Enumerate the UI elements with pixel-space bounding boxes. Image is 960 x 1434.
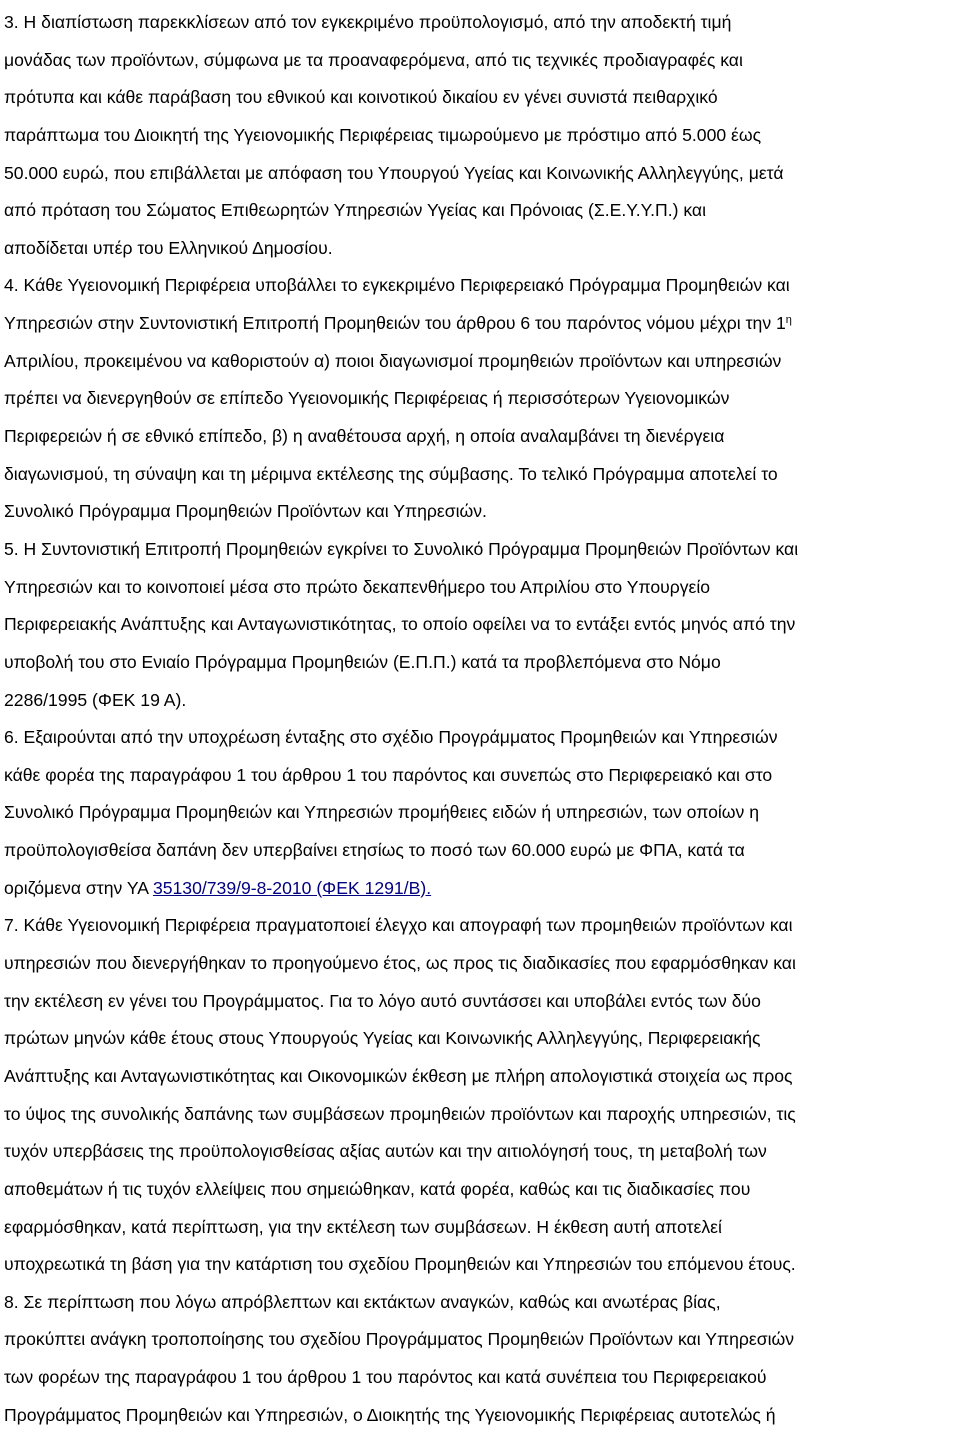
text-line: [4, 1209, 958, 1247]
text-line: [4, 569, 958, 607]
line-text: εφαρμόσθηκαν, κατά περίπτωση, για την εκτέλεση των συμβάσεων. Η έκθεση αυτή αποτελεί: [4, 1216, 722, 1237]
text-line: [4, 1246, 958, 1284]
text-line: [4, 418, 958, 456]
text-line: [4, 155, 958, 193]
line-text: υπηρεσιών που διενεργήθηκαν το προηγούμενο έτος, ως προς τις διαδικασίες που εφαρμόσθηκαν και: [4, 953, 796, 974]
text-line: [4, 1284, 958, 1322]
text-line: [4, 832, 958, 870]
text-line: [4, 682, 958, 720]
line-text: κάθε φορέα της παραγράφου 1 του άρθρου 1 του παρόντος και συνεπώς στο Περιφερειακό και στο: [4, 764, 773, 785]
line-text: πρώτων μηνών κάθε έτους στους Υπουργούς Υγείας και Κοινωνικής Αλληλεγγύης, Περιφερειακής: [4, 1028, 761, 1049]
text-line: [4, 870, 958, 908]
line-text: Περιφερειακής Ανάπτυξης και Ανταγωνιστικότητας, το οποίο οφείλει να το εντάξει εντός μηνός από την: [4, 614, 796, 635]
line-text: Ανάπτυξης και Ανταγωνιστικότητας και Οικονομικών έκθεση με πλήρη απολογιστικά στοιχεία ως προς: [4, 1065, 793, 1086]
line-text: Συνολικό Πρόγραμμα Προμηθειών Προϊόντων και Υπηρεσιών.: [4, 501, 487, 522]
line-text: παράπτωμα του Διοικητή της Υγειονομικής Περιφέρειας τιμωρούμενο με πρόστιμο από 5.000 έως: [4, 124, 762, 145]
line-text: Υπηρεσιών και το κοινοποιεί μέσα στο πρώτο δεκαπενθήμερο του Απριλίου στο Υπουργείο: [4, 576, 711, 597]
line-text: διαγωνισμού, τη σύναψη και τη μέριμνα εκτέλεσης της σύμβασης. Το τελικό Πρόγραμμα αποτελεί το: [4, 463, 778, 484]
text-line: [4, 1397, 958, 1434]
line-text: αποδίδεται υπέρ του Ελληνικού Δημοσίου.: [4, 237, 333, 258]
text-line: [4, 757, 958, 795]
line-text: 50.000 ευρώ, που επιβάλλεται με απόφαση του Υπουργού Υγείας και Κοινωνικής Αλληλεγγύης, μετά: [4, 162, 784, 183]
line-text: προκύπτει ανάγκη τροποποίησης του σχεδίου Προγράμματος Προμηθειών Προϊόντων και Υπηρεσιών: [4, 1329, 795, 1350]
text-line: [4, 42, 958, 80]
line-text: Υπηρεσιών στην Συντονιστική Επιτροπή Προμηθειών του άρθρου 6 του παρόντος νόμου μέχρι την 1: [4, 313, 786, 334]
line-text: Περιφερειών ή σε εθνικό επίπεδο, β) η αναθέτουσα αρχή, η οποία αναλαμβάνει τη διενέργεια: [4, 426, 725, 447]
text-line: [4, 1133, 958, 1171]
reference-link[interactable]: 35130/739/9-8-2010 (ΦΕΚ 1291/Β).: [152, 877, 432, 898]
document-body: [4, 0, 958, 1434]
text-line: [4, 4, 958, 42]
text-line: [4, 79, 958, 117]
text-line: [4, 794, 958, 832]
text-line: [4, 1171, 958, 1209]
text-line: [4, 907, 958, 945]
line-text: προϋπολογισθείσα δαπάνη δεν υπερβαίνει ετησίως το ποσό των 60.000 ευρώ με ΦΠΑ, κατά τα: [4, 840, 745, 861]
text-line: [4, 531, 958, 569]
text-line: [4, 719, 958, 757]
line-text: Συνολικό Πρόγραμμα Προμηθειών και Υπηρεσιών προμήθειες ειδών ή υπηρεσιών, των οποίων η: [4, 802, 759, 823]
line-text: πρότυπα και κάθε παράβαση του εθνικού και κοινοτικού δικαίου εν γένει συνιστά πειθαρχικό: [4, 87, 718, 108]
line-text: την εκτέλεση εν γένει του Προγράμματος. Για το λόγο αυτό συντάσσει και υποβάλει εντός των δύο: [4, 990, 761, 1011]
line-text: μονάδας των προϊόντων, σύμφωνα με τα προαναφερόμενα, από τις τεχνικές προδιαγραφές και: [4, 49, 743, 70]
superscript-text: η: [785, 314, 792, 327]
text-line: [4, 945, 958, 983]
text-line: [4, 1020, 958, 1058]
line-text: Απριλίου, προκειμένου να καθοριστούν α) ποιοι διαγωνισμοί προμηθειών προϊόντων και υπηρεσιών: [4, 350, 782, 371]
text-line: [4, 1359, 958, 1397]
text-line: [4, 1096, 958, 1134]
text-line: [4, 192, 958, 230]
line-text: υποχρεωτικά τη βάση για την κατάρτιση του σχεδίου Προμηθειών και Υπηρεσιών του επόμενου έτους.: [4, 1254, 796, 1275]
line-text: 7. Κάθε Υγειονομική Περιφέρεια πραγματοποιεί έλεγχο και απογραφή των προμηθειών προϊόντων και: [4, 915, 793, 936]
text-line: [4, 1058, 958, 1096]
line-text: πρέπει να διενεργηθούν σε επίπεδο Υγειονομικής Περιφέρειας ή περισσότερων Υγειονομικών: [4, 388, 730, 409]
text-line: [4, 380, 958, 418]
text-line: [4, 305, 958, 343]
line-text: από πρόταση του Σώματος Επιθεωρητών Υπηρεσιών Υγείας και Πρόνοιας (Σ.Ε.Υ.Υ.Π.) και: [4, 200, 707, 221]
text-line: [4, 983, 958, 1021]
text-line: [4, 644, 958, 682]
line-text: 2286/1995 (ΦΕΚ 19 Α).: [4, 689, 187, 710]
line-text: 3. Η διαπίστωση παρεκκλίσεων από τον εγκεκριμένο προϋπολογισμό, από την αποδεκτή τιμή: [4, 12, 732, 32]
text-line: [4, 1321, 958, 1359]
line-text: οριζόμενα στην ΥΑ: [4, 877, 153, 898]
line-text: τυχόν υπερβάσεις της προϋπολογισθείσας αξίας αυτών και την αιτιολόγησή τους, τη μεταβολή των: [4, 1141, 767, 1162]
text-line: [4, 117, 958, 155]
line-text: 8. Σε περίπτωση που λόγω απρόβλεπτων και εκτάκτων αναγκών, καθώς και ανωτέρας βίας,: [4, 1291, 721, 1312]
line-text: των φορέων της παραγράφου 1 του άρθρου 1 του παρόντος και κατά συνέπεια του Περιφερειακού: [4, 1367, 767, 1388]
line-text: το ύψος της συνολικής δαπάνης των συμβάσεων προμηθειών προϊόντων και παροχής υπηρεσιών, τις: [4, 1103, 796, 1124]
line-text: Προγράμματος Προμηθειών και Υπηρεσιών, ο Διοικητής της Υγειονομικής Περιφέρειας αυτοτελώς ή: [4, 1404, 776, 1425]
line-text: 5. Η Συντονιστική Επιτροπή Προμηθειών εγκρίνει το Συνολικό Πρόγραμμα Προμηθειών Προϊόντων και: [4, 538, 799, 559]
line-text: αποθεμάτων ή τις τυχόν ελλείψεις που σημειώθηκαν, κατά φορέα, καθώς και τις διαδικασίες που: [4, 1178, 751, 1199]
text-line: [4, 230, 958, 268]
text-line: [4, 343, 958, 381]
text-line: [4, 493, 958, 531]
line-text: 6. Εξαιρούνται από την υποχρέωση ένταξης στο σχέδιο Προγράμματος Προμηθειών και Υπηρεσιών: [4, 727, 778, 748]
text-line: [4, 456, 958, 494]
line-text: υποβολή του στο Ενιαίο Πρόγραμμα Προμηθειών (Ε.Π.Π.) κατά τα προβλεπόμενα στο Νόμο: [4, 651, 721, 672]
line-text: 4. Κάθε Υγειονομική Περιφέρεια υποβάλλει το εγκεκριμένο Περιφερειακό Πρόγραμμα Προμηθειών και: [4, 275, 790, 296]
text-line: [4, 606, 958, 644]
text-line: [4, 267, 958, 305]
